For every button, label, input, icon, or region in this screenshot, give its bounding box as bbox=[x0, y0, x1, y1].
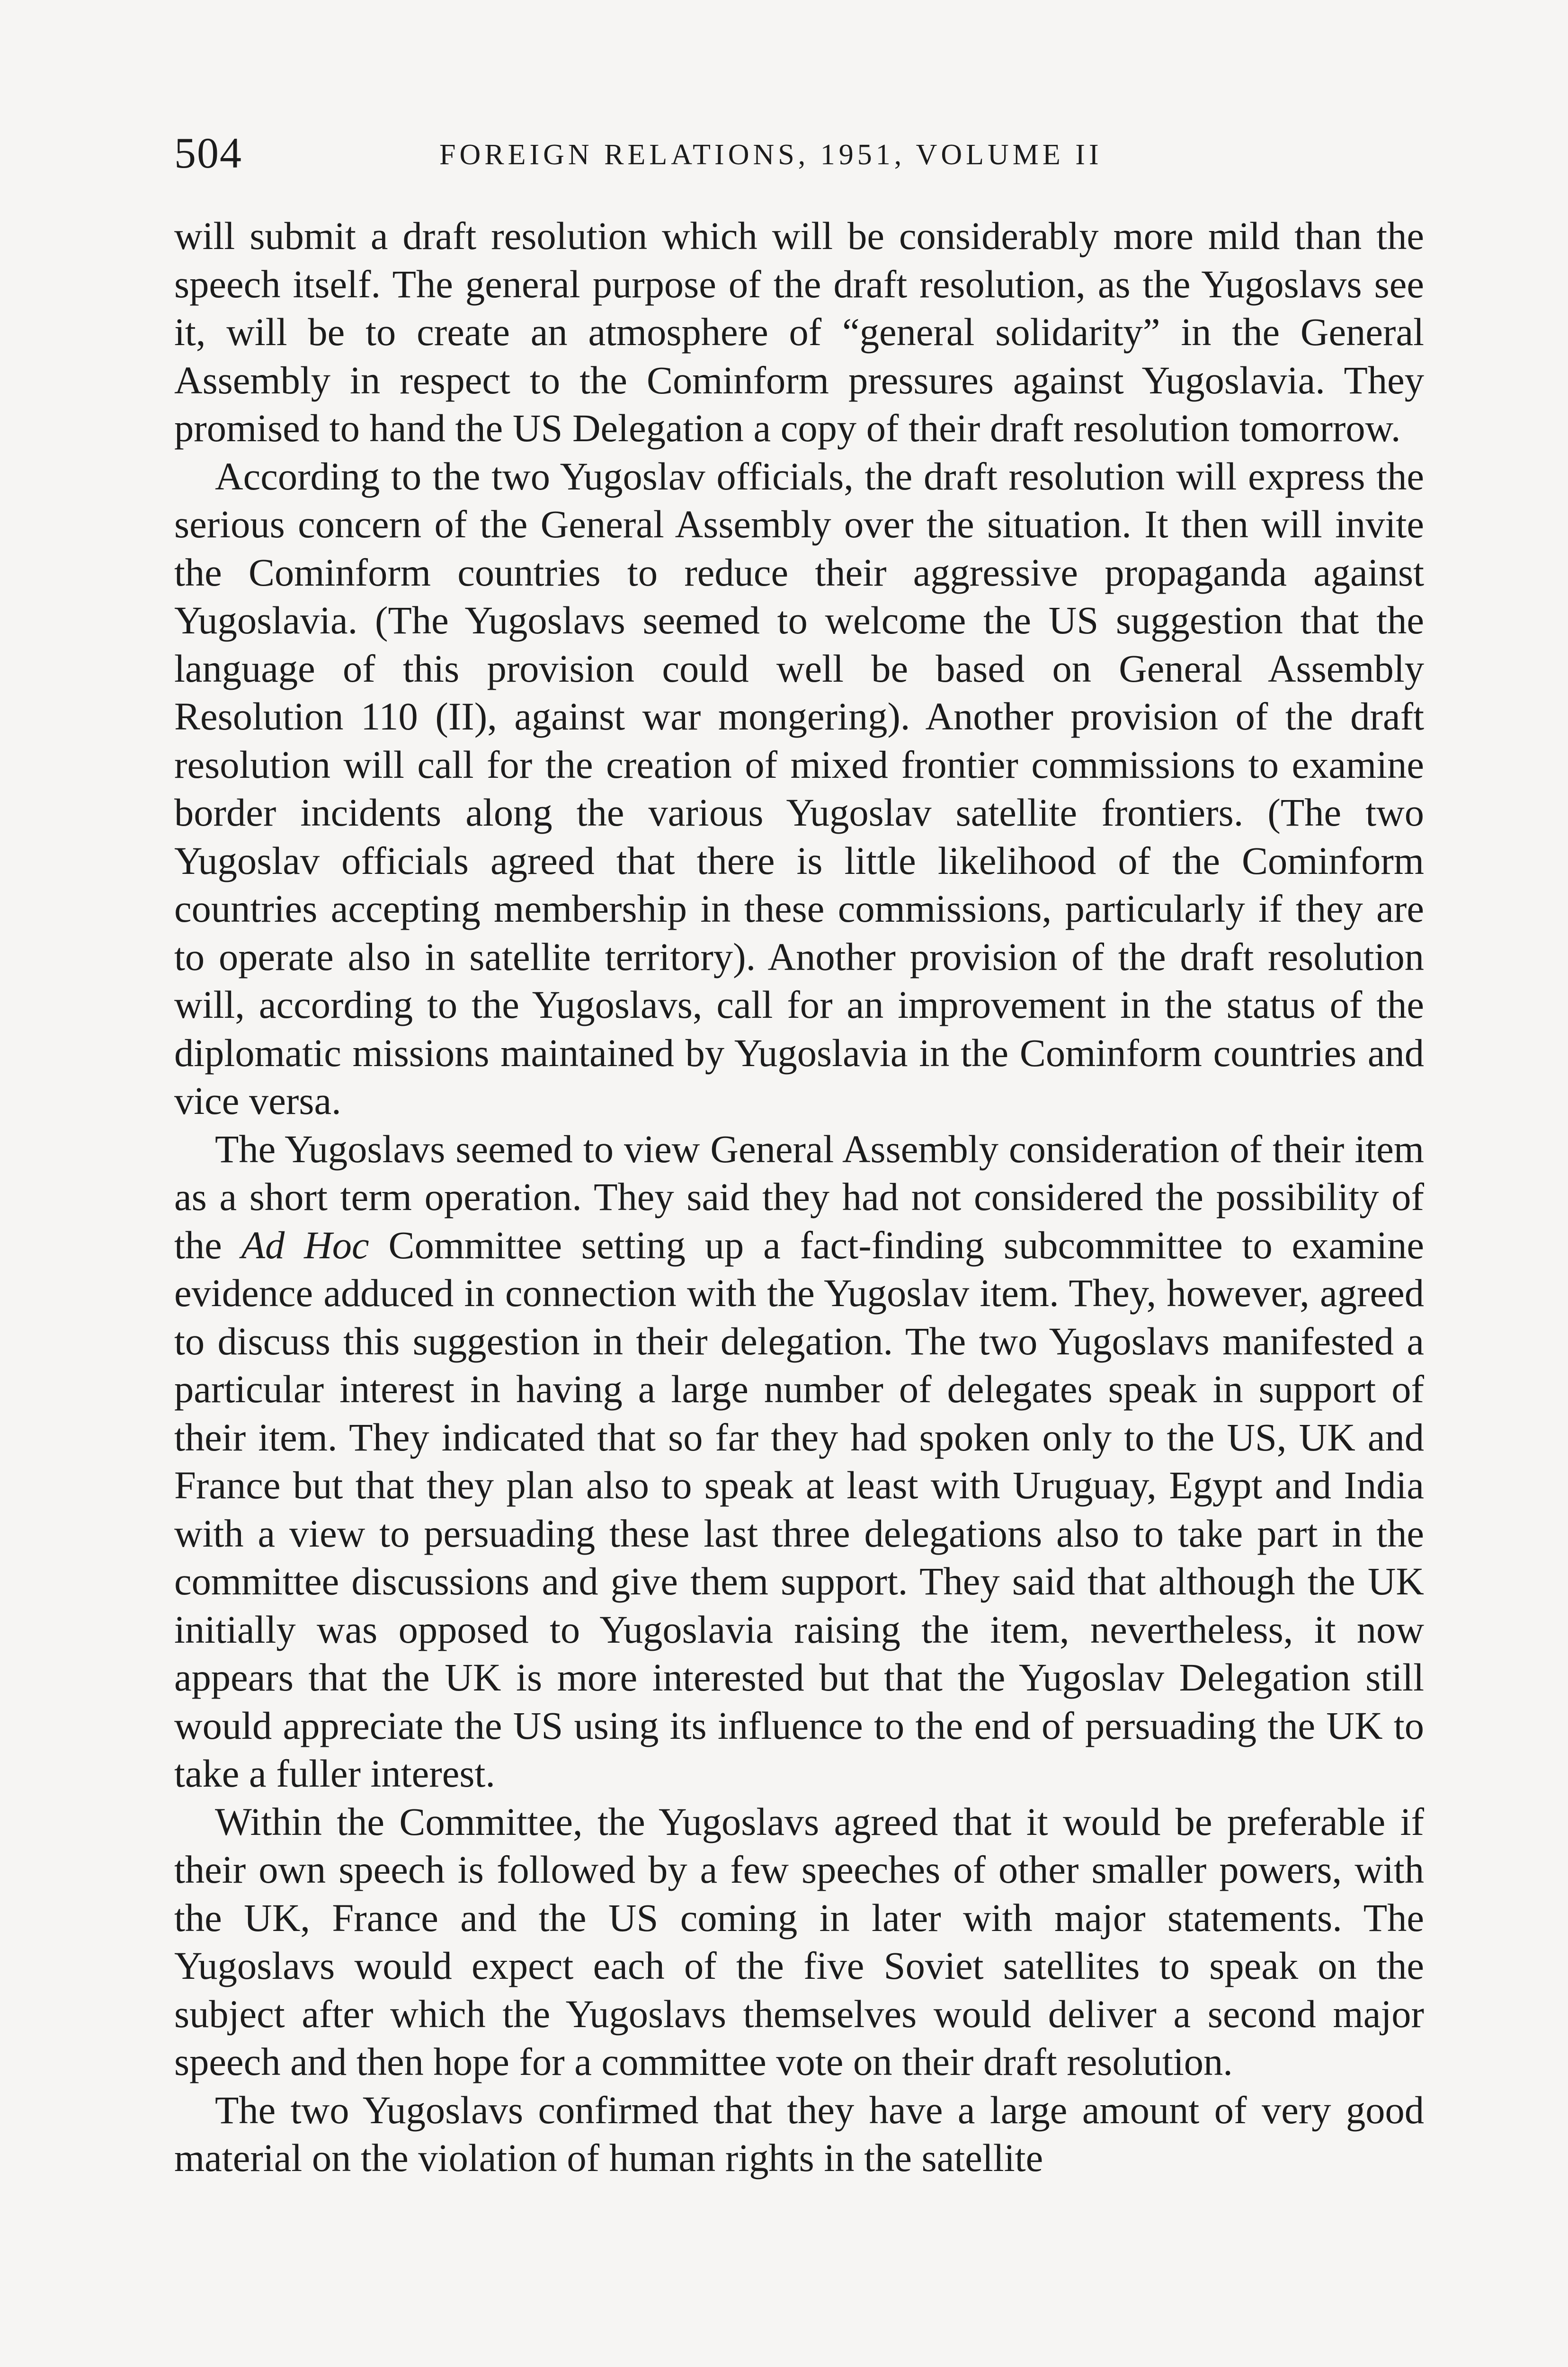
paragraph-text-before-italic: The Yugoslavs seemed to view General Assembly consideration of their item as a short term operation. They said they had not considered the possibility of the bbox=[174, 1127, 1424, 1267]
running-head: FOREIGN RELATIONS, 1951, VOLUME II bbox=[439, 139, 1103, 171]
italic-ad-hoc: Ad Hoc bbox=[241, 1223, 369, 1267]
paragraph-committee-speeches: Within the Committee, the Yugoslavs agreed that it would be preferable if their own speech is followed by a few speeches of other smaller powers, with the UK, France and the US coming in later with major statements. The Yugoslavs would expect each of the five Soviet satellites to speak on the subject after which the Yugoslavs themselves would deliver a second major speech and then hope for a committee vote on their draft resolution. bbox=[174, 1799, 1424, 2083]
paragraph-short-term-operation bbox=[174, 1125, 1424, 1798]
page-header bbox=[174, 127, 1424, 179]
body-text bbox=[174, 212, 1424, 2182]
paragraph-text-after-italic: Committee setting up a fact-finding subcommittee to examine evidence adduced in connection with the Yugoslav item. They, however, agreed to discuss this suggestion in their delegation. The two Yugoslavs manifested a particular interest in having a large number of delegates speak in support of their item. They indicated that so far they had spoken only to the US, UK and France but that they plan also to speak at least with Uruguay, Egypt and India with a view to persuading these last three delegations also to take part in the committee discussions and give them support. They said that although the UK initially was opposed to Yugoslavia raising the item, nevertheless, it now appears that the UK is more interested but that the Yugoslav Delegation still would appreciate the US using its influence to the end of persuading the UK to take a fuller interest. bbox=[174, 1223, 1425, 1795]
page-number: 504 bbox=[174, 129, 242, 177]
paragraph-human-rights-material: The two Yugoslavs confirmed that they have a large amount of very good material on the violation of human rights in the satellite bbox=[174, 2088, 1424, 2180]
paragraph-continuation: will submit a draft resolution which will be considerably more mild than the speech itself. The general purpose of the draft resolution, as the Yugoslavs see it, will be to create an atmosphere of “general solidarity” in the General Assembly in respect to the Cominform pressures against Yugoslavia. They promised to hand the US Delegation a copy of their draft resolution tomorrow. bbox=[174, 214, 1424, 450]
paragraph-draft-resolution-provisions: According to the two Yugoslav officials, the draft resolution will express the serious concern of the General Assembly over the situation. It then will invite the Cominform countries to reduce their aggressive propaganda against Yugoslavia. (The Yugoslavs seemed to welcome the US suggestion that the language of this provision could well be based on General Assembly Resolution 110 (II), against war mongering). Another provision of the draft resolution will call for the creation of mixed frontier commissions to examine border incidents along the various Yugoslav satellite frontiers. (The two Yugoslav officials agreed that there is little likelihood of the Cominform countries accepting membership in these commissions, particularly if they are to operate also in satellite territory). Another provision of the draft resolution will, according to the Yugoslavs, call for an improvement in the status of the diplomatic missions maintained by Yugoslavia in the Cominform countries and vice versa. bbox=[174, 454, 1424, 1122]
